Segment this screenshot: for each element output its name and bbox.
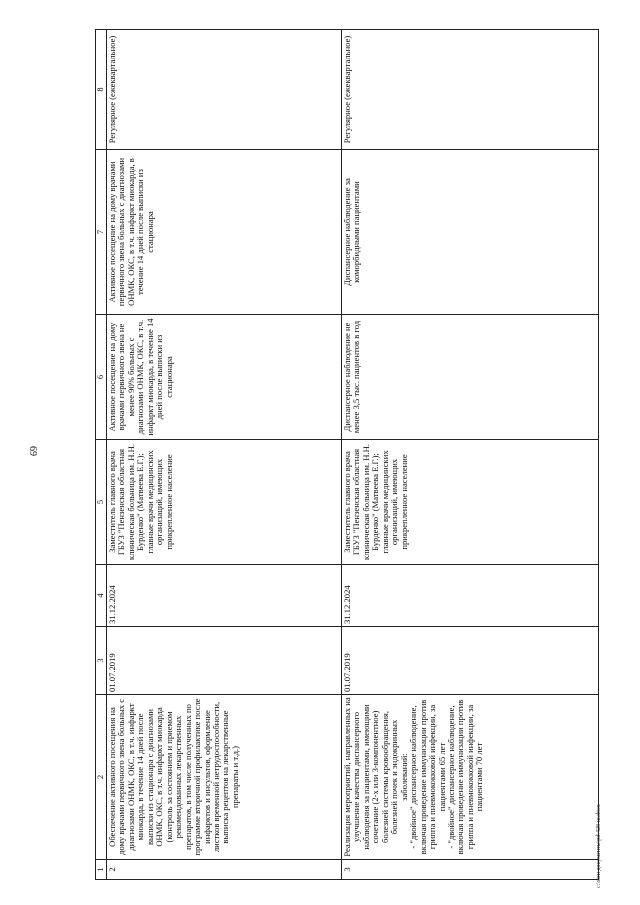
result-cell: Диспансерное наблюдение не менее 3,5 тыс. пациентов в год: [342, 315, 599, 440]
measure-cell: [342, 695, 599, 860]
measure-text: Реализация мероприятий, направленных на улучшение качества диспансерного наблюдения за пациентами, имеющими сочетание (2-х или 3-компонентное) болезней системы кровообращения, болезней почек и эндокринных заболеваний:: [342, 697, 409, 857]
responsible-cell: Заместитель главного врача ГБУЗ "Пензенская областная клиническая больница им. Н.Н. Бурденко" (Матвеева Е.Г.); главные врачи медицинских организаций, имеющих прикрепленное население: [107, 440, 342, 565]
start-date-cell: 01.07.2019: [342, 627, 599, 695]
start-date-cell: 01.07.2019: [107, 627, 342, 695]
list-item: - "двойное" диспансерное наблюдение, включая проведение иммунизации против гриппа и пневмококковой инфекции, за пациентами 65 лет: [408, 699, 447, 855]
header-cell-4: 4: [96, 565, 107, 627]
measures-table: [95, 29, 599, 880]
header-cell-2: 2: [96, 695, 107, 860]
result-cell: Активное посещение на дому врачами первичного звена не менее 90% больных с диагнозами ОНМК, ОКС, в т.ч. инфаркт миокарда, в течение 14 дней после выписки из стационара: [107, 315, 342, 440]
header-cell-8: 8: [96, 30, 107, 150]
end-date-cell: 31.12.2024: [107, 565, 342, 627]
header-cell-1: 1: [96, 860, 107, 880]
header-cell-5: 5: [96, 440, 107, 565]
header-cell-7: 7: [96, 150, 107, 315]
page-number: 69: [27, 446, 38, 456]
periodicity-cell: Регулярное (ежеквартальное): [107, 30, 342, 150]
header-cell-3: 3: [96, 627, 107, 695]
responsible-cell: Заместитель главного врача ГБУЗ "Пензенская областная клиническая больница им. Н.Н. Бурденко" (Матвеева Е.Г.); главные врачи медицинских организаций, имеющих прикрепленное население: [342, 440, 599, 565]
table-row: [342, 30, 599, 880]
rotated-table-container: [95, 30, 610, 880]
table-row: [107, 30, 342, 880]
indicator-cell: Диспансерное наблюдение за коморбидными пациентами: [342, 150, 599, 315]
file-path-footer: c:\мои документы\pd\428-ш.docx: [596, 804, 602, 888]
list-item: - "двойное" диспансерное наблюдение, включая проведение иммунизации против гриппа и пневмококковой инфекции, за пациентами 70 лет: [445, 699, 485, 855]
row-number: 3: [342, 860, 599, 880]
measure-list: [409, 697, 485, 857]
end-date-cell: 31.12.2024: [342, 565, 599, 627]
measure-cell: Обеспечение активного посещения на дому врачами первичного звена больных с диагнозами ОНМК, ОКС, в т.ч. инфаркт миокарда, в течение 14 дней после выписки из стационара с диагнозами ОНМК, ОКС, в т.ч. инфаркт миокарда (контроль за состоянием и приемом рекомендованных лекарственных препаратов, в том числе полученных по программе вторичной профилактике после инфарктов и инсультов, оформление листков временной нетрудоспособности, выписка рецептов на лекарственные препараты и т.д.): [107, 695, 342, 860]
row-number: 2: [107, 860, 342, 880]
indicator-cell: Активное посещение на дому врачами первичного звена больных с диагнозами ОНМК, ОКС, в т.ч. инфаркт миокарда, в течение 14 дней после выписки из стационара: [107, 150, 342, 315]
periodicity-cell: Регулярное (ежеквартальное): [342, 30, 599, 150]
header-cell-6: 6: [96, 315, 107, 440]
table-header-row: [96, 30, 107, 880]
